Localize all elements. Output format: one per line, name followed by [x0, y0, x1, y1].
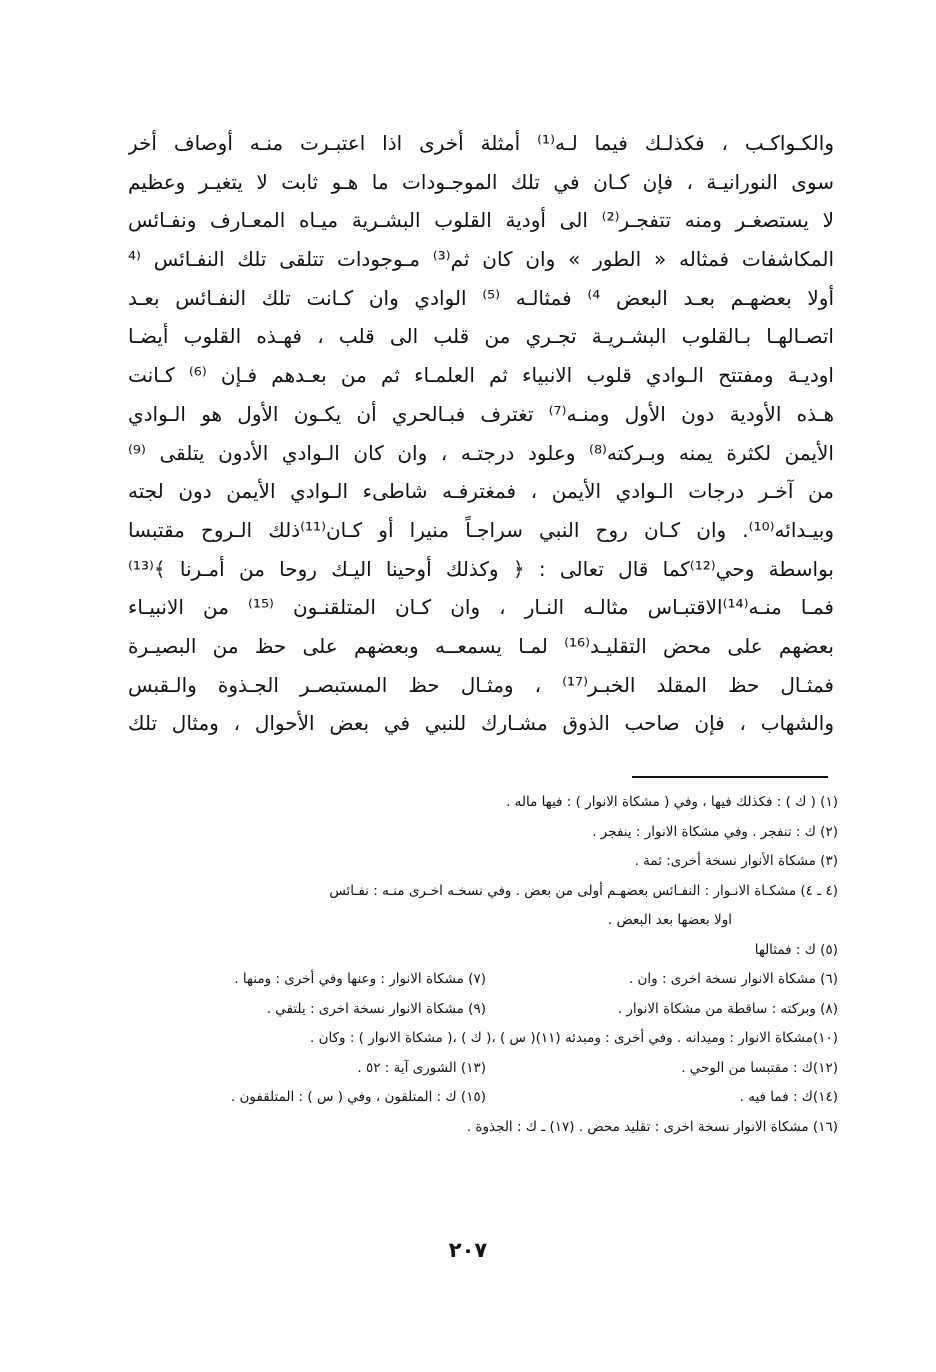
text-line: المكاشفات فمثاله « الطور » وان كان ثم⁽³⁾ مـوجودات تتلقى تلك النفـائس ⁽⁴ — [128, 247, 834, 272]
text-line: من آخـر درجات الـوادي الأيمن ، فمغترفـه شاطىء الـوادي الأيمن دون لجته — [128, 479, 834, 504]
footnotes — [134, 788, 838, 1142]
footnote-row — [134, 936, 838, 966]
text-line: اتصـالهـا بـالقلوب البشـريـة تجـري من قلب الى قلب ، فهـذه القلوب أيضـا — [128, 324, 834, 349]
footnote-row — [134, 906, 838, 936]
footnote-row — [134, 847, 838, 877]
footnote-9: (٩) مشكاة الانوار نسخة اخرى : يلتقي . — [266, 1000, 486, 1017]
footnote-row — [134, 1083, 838, 1113]
footnote-10-11: (١٠)مشكاة الانوار : وميدانه . وفي أخرى : ومبدئه (١١)( س ) ،( ك ) ،( مشكاة الانوار ) : وكان . — [310, 1030, 838, 1046]
text-line: هـذه الأودية دون الأول ومنـه⁽⁷⁾ تغترف فبـالحري أن يكـون الأول هو الـوادي — [128, 401, 834, 426]
footnote-row — [134, 788, 838, 818]
page-number: ٢٠٧ — [448, 1238, 488, 1262]
footnote-row — [134, 1113, 838, 1143]
footnote-13: (١٣) الشورى آية : ٥٢ . — [357, 1059, 486, 1076]
footnote-12: (١٢)ك : مقتبسا من الوحي . — [681, 1059, 838, 1076]
text-line: سوى النورانيـة ، فإن كـان في تلك الموجـودات ما هـو ثابت لا يتغيـر وعظيم — [128, 169, 834, 194]
footnote-row — [134, 818, 838, 848]
footnote-4: (٤ ـ ٤) مشكـاة الانـوار : النفـائس بعضهـم أولى من بعض . وفي نسخـه اخـرى منـه : نفـائس — [329, 882, 838, 899]
footnote-2: (٢) ك : تنفجر . وفي مشكاة الانوار : ينفجر . — [592, 823, 838, 840]
footnote-1: (١) ( ك ) : فكذلك فيها ، وفي ( مشكاة الانوار ) : فيها ماله . — [506, 794, 838, 810]
text-line: بواسطة وحي⁽¹²⁾كما قال تعالى : ﴿ وكذلك أوحينا اليـك روحا من أمـرنا ﴾⁽¹³⁾ — [128, 556, 834, 581]
text-line: والكـواكـب ، فكذلـك فيما لـه⁽¹⁾ أمثلة أخرى اذا اعتبـرت منـه أوصاف أخر — [128, 131, 834, 155]
footnote-4-continued: اولا بعضها بعد البعض . — [607, 912, 732, 928]
main-text — [128, 124, 834, 743]
footnote-3: (٣) مشكاة الأنوار نسخة أخرى: ثمة . — [634, 853, 838, 869]
text-line: والشهاب ، فإن صاحب الذوق مشـارك للنبي في بعض الأحوال ، ومثال تلك — [128, 711, 834, 736]
text-line: بعضهم على محض التقليـد⁽¹⁶⁾ لمـا يسمعــه وبعضهم على حظ من البصيـرة — [128, 633, 834, 658]
text-line: فمـا منـه⁽¹⁴⁾الاقتبـاس مثالـه النـار ، وان كـان المتلقنـون ⁽¹⁵⁾ من الانبيـاء — [128, 595, 834, 620]
footnote-5: (٥) ك : فمثالها — [754, 941, 838, 958]
footnote-row — [134, 877, 838, 907]
footnote-row — [134, 965, 838, 995]
footnote-6: (٦) مشكاة الانوار نسخة اخرى : وان . — [628, 971, 838, 987]
footnote-15: (١٥) ك : المتلقون ، وفي ( س ) : المتلقفون . — [230, 1089, 486, 1105]
footnote-7: (٧) مشكاة الانوار : وعنها وفي أخرى : ومنها . — [234, 971, 486, 987]
text-line: اوديـة ومفتتح الـوادي قلوب الانبياء ثم العلمـاء ثم من بعـدهم فـإن ⁽⁶⁾ كـانت — [128, 363, 834, 388]
text-line: الأيمن لكثرة يمنه وبـركته⁽⁸⁾ وعلود درجتـه ، وان كان الـوادي الأدون يتلقى ⁽⁹⁾ — [128, 440, 834, 465]
footnote-14: (١٤)ك : فما فيه . — [739, 1089, 838, 1105]
text-line: فمثـال حظ المقلد الخبـر⁽¹⁷⁾ ، ومثـال حظ المستبصـر الجـذوة والـقبس — [128, 672, 834, 697]
text-line: وبيـدائه⁽¹⁰⁾. وان كـان روح النبي سراجـاً منيرا أو كـان⁽¹¹⁾ذلك الـروح مقتبسا — [128, 517, 834, 542]
footnote-row — [134, 1054, 838, 1084]
footnote-16-17: (١٦) مشكاة الانوار نسخة اخرى : تقليد محض . (١٧) ـ ك : الجذوة . — [466, 1118, 838, 1135]
footnote-row — [134, 995, 838, 1025]
text-line: أولا بعضهـم بعـد البعض ⁴⁾ فمثالـه ⁽⁵⁾ الوادي وان كـانت تلك النفـائس بعـد — [128, 285, 834, 310]
footnote-row — [134, 1024, 838, 1054]
footnote-divider — [632, 776, 828, 778]
text-line: لا يستصغـر ومنه تتفجـر⁽²⁾ الى أودية القلوب البشـرية ميـاه المعـارف ونفـائس — [128, 208, 834, 233]
footnote-8: (٨) وبركته : ساقطة من مشكاة الانوار . — [617, 1000, 838, 1017]
